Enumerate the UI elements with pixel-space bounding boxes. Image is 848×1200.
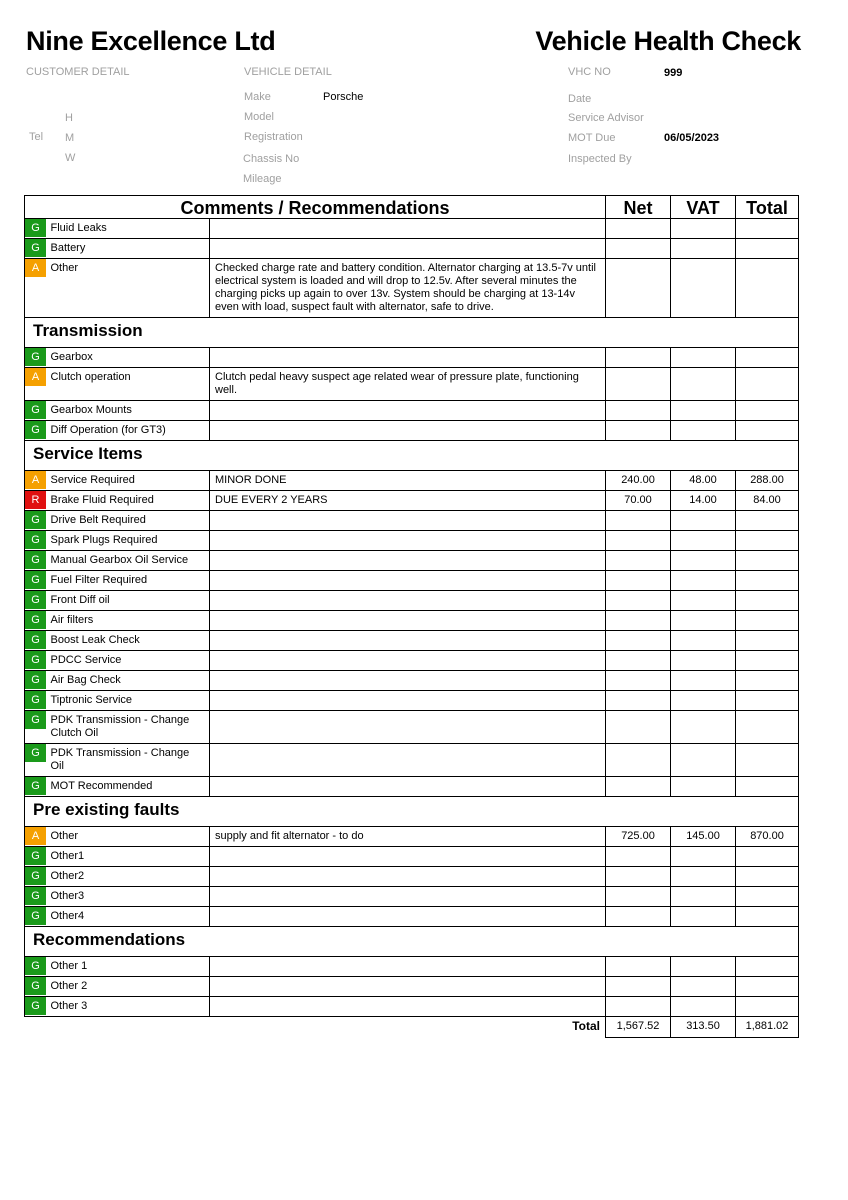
totals-row xyxy=(25,1017,799,1038)
vat-cell xyxy=(671,651,736,671)
status-cell xyxy=(25,591,46,611)
table-row xyxy=(25,421,799,441)
status-cell xyxy=(25,847,46,867)
item-name: Manual Gearbox Oil Service xyxy=(46,551,210,571)
table-row xyxy=(25,827,799,847)
vat-cell xyxy=(671,777,736,797)
total-cell xyxy=(736,867,799,887)
comment-cell: Clutch pedal heavy suspect age related wear of pressure plate, functioning well. xyxy=(210,368,606,401)
item-name: Brake Fluid Required xyxy=(46,491,210,511)
status-cell xyxy=(25,997,46,1017)
vat-header: VAT xyxy=(671,196,736,219)
comment-cell xyxy=(210,977,606,997)
total-cell xyxy=(736,531,799,551)
comment-cell xyxy=(210,847,606,867)
net-cell xyxy=(606,777,671,797)
table-row xyxy=(25,907,799,927)
comment-cell xyxy=(210,651,606,671)
total-cell: 870.00 xyxy=(736,827,799,847)
status-badge: G xyxy=(25,571,46,589)
net-cell xyxy=(606,847,671,867)
table-row xyxy=(25,997,799,1017)
status-badge: A xyxy=(25,471,46,489)
total-header: Total xyxy=(736,196,799,219)
status-cell xyxy=(25,491,46,511)
status-badge: G xyxy=(25,348,46,366)
vat-cell xyxy=(671,401,736,421)
net-cell xyxy=(606,368,671,401)
total-cell xyxy=(736,511,799,531)
status-badge: G xyxy=(25,551,46,569)
total-cell xyxy=(736,401,799,421)
table-row xyxy=(25,744,799,777)
status-cell xyxy=(25,401,46,421)
net-cell xyxy=(606,348,671,368)
status-cell xyxy=(25,551,46,571)
table-row xyxy=(25,219,799,239)
comment-cell: DUE EVERY 2 YEARS xyxy=(210,491,606,511)
net-cell xyxy=(606,239,671,259)
vat-cell: 14.00 xyxy=(671,491,736,511)
item-name: Boost Leak Check xyxy=(46,631,210,651)
comment-cell xyxy=(210,239,606,259)
vat-cell xyxy=(671,744,736,777)
status-badge: G xyxy=(25,401,46,419)
net-cell xyxy=(606,259,671,318)
item-name: MOT Recommended xyxy=(46,777,210,797)
net-cell xyxy=(606,421,671,441)
total-cell xyxy=(736,368,799,401)
status-cell xyxy=(25,259,46,318)
table-row xyxy=(25,671,799,691)
net-cell xyxy=(606,511,671,531)
total-cell xyxy=(736,259,799,318)
item-name: PDK Transmission - Change Oil xyxy=(46,744,210,777)
total-cell xyxy=(736,711,799,744)
comment-cell xyxy=(210,867,606,887)
table-row xyxy=(25,348,799,368)
comment-cell xyxy=(210,997,606,1017)
total-cell xyxy=(736,421,799,441)
vehicle-detail-label: VEHICLE DETAIL xyxy=(244,66,332,78)
total-cell xyxy=(736,691,799,711)
status-cell xyxy=(25,611,46,631)
status-cell xyxy=(25,631,46,651)
vat-cell xyxy=(671,571,736,591)
status-cell xyxy=(25,671,46,691)
model-label: Model xyxy=(244,111,274,123)
total-cell xyxy=(736,977,799,997)
table-row xyxy=(25,401,799,421)
chassis-label: Chassis No xyxy=(243,153,300,165)
registration-label: Registration xyxy=(244,131,303,143)
table-row xyxy=(25,867,799,887)
inspected-by-label: Inspected By xyxy=(568,153,632,165)
status-badge: G xyxy=(25,239,46,257)
total-cell xyxy=(736,847,799,867)
item-name: Other4 xyxy=(46,907,210,927)
status-badge: A xyxy=(25,827,46,845)
net-header: Net xyxy=(606,196,671,219)
total-cell xyxy=(736,348,799,368)
status-badge: G xyxy=(25,997,46,1015)
item-name: Other 3 xyxy=(46,997,210,1017)
comment-cell xyxy=(210,631,606,651)
comment-cell xyxy=(210,551,606,571)
total-cell xyxy=(736,219,799,239)
comment-cell xyxy=(210,611,606,631)
comment-cell: MINOR DONE xyxy=(210,471,606,491)
document-title: Vehicle Health Check xyxy=(535,26,801,56)
status-badge: G xyxy=(25,977,46,995)
table-row xyxy=(25,711,799,744)
vat-cell xyxy=(671,631,736,651)
net-cell xyxy=(606,219,671,239)
vat-cell xyxy=(671,368,736,401)
total-cell xyxy=(736,239,799,259)
comment-cell xyxy=(210,531,606,551)
item-name: Other3 xyxy=(46,887,210,907)
status-cell xyxy=(25,907,46,927)
status-cell xyxy=(25,531,46,551)
table-row xyxy=(25,511,799,531)
status-cell xyxy=(25,471,46,491)
status-cell xyxy=(25,651,46,671)
vat-cell xyxy=(671,239,736,259)
status-cell xyxy=(25,977,46,997)
status-cell xyxy=(25,239,46,259)
item-name: Clutch operation xyxy=(46,368,210,401)
status-cell xyxy=(25,867,46,887)
net-cell xyxy=(606,744,671,777)
mot-due-label: MOT Due xyxy=(568,132,616,144)
status-badge: G xyxy=(25,691,46,709)
table-row xyxy=(25,471,799,491)
status-cell xyxy=(25,777,46,797)
vat-cell xyxy=(671,421,736,441)
net-cell: 240.00 xyxy=(606,471,671,491)
item-name: Service Required xyxy=(46,471,210,491)
item-name: Other1 xyxy=(46,847,210,867)
comments-header: Comments / Recommendations xyxy=(25,196,606,219)
comment-cell xyxy=(210,421,606,441)
status-cell xyxy=(25,511,46,531)
item-name: Spark Plugs Required xyxy=(46,531,210,551)
item-name: Other xyxy=(46,827,210,847)
table-header-row xyxy=(25,196,799,219)
status-badge: G xyxy=(25,219,46,237)
total-cell xyxy=(736,551,799,571)
table-row xyxy=(25,957,799,977)
status-cell xyxy=(25,827,46,847)
table-row xyxy=(25,691,799,711)
net-cell xyxy=(606,651,671,671)
status-cell xyxy=(25,887,46,907)
total-vat: 313.50 xyxy=(671,1017,736,1038)
item-name: Tiptronic Service xyxy=(46,691,210,711)
item-name: Other2 xyxy=(46,867,210,887)
vat-cell xyxy=(671,511,736,531)
table-row xyxy=(25,368,799,401)
section-heading-row xyxy=(25,927,799,957)
table-row xyxy=(25,491,799,511)
net-cell xyxy=(606,591,671,611)
item-name: Other 1 xyxy=(46,957,210,977)
table-row xyxy=(25,847,799,867)
comment-cell xyxy=(210,711,606,744)
item-name: Air filters xyxy=(46,611,210,631)
service-advisor-label: Service Advisor xyxy=(568,112,644,124)
section-title: Pre existing faults xyxy=(25,797,799,827)
net-cell xyxy=(606,711,671,744)
total-cell xyxy=(736,571,799,591)
net-cell xyxy=(606,997,671,1017)
vat-cell: 145.00 xyxy=(671,827,736,847)
net-cell xyxy=(606,671,671,691)
table-row xyxy=(25,977,799,997)
item-name: Diff Operation (for GT3) xyxy=(46,421,210,441)
table-row xyxy=(25,531,799,551)
status-cell xyxy=(25,368,46,401)
net-cell xyxy=(606,977,671,997)
status-badge: A xyxy=(25,259,46,277)
item-name: Battery xyxy=(46,239,210,259)
status-badge: G xyxy=(25,421,46,439)
comment-cell xyxy=(210,401,606,421)
item-name: Fluid Leaks xyxy=(46,219,210,239)
comment-cell xyxy=(210,907,606,927)
comment-cell xyxy=(210,219,606,239)
comment-cell xyxy=(210,591,606,611)
section-heading-row xyxy=(25,441,799,471)
section-heading-row xyxy=(25,318,799,348)
total-cell xyxy=(736,957,799,977)
comment-cell xyxy=(210,511,606,531)
make-label: Make xyxy=(244,91,271,103)
total-cell xyxy=(736,887,799,907)
net-cell xyxy=(606,957,671,977)
status-badge: G xyxy=(25,631,46,649)
status-cell xyxy=(25,957,46,977)
tel-m-label: M xyxy=(65,132,75,144)
status-badge: G xyxy=(25,511,46,529)
item-name: Drive Belt Required xyxy=(46,511,210,531)
status-badge: G xyxy=(25,887,46,905)
vat-cell xyxy=(671,691,736,711)
date-label: Date xyxy=(568,93,592,105)
table-row xyxy=(25,651,799,671)
net-cell: 725.00 xyxy=(606,827,671,847)
comment-cell xyxy=(210,571,606,591)
status-badge: G xyxy=(25,651,46,669)
comment-cell xyxy=(210,777,606,797)
status-cell xyxy=(25,744,46,777)
vat-cell xyxy=(671,997,736,1017)
total-cell xyxy=(736,591,799,611)
comment-cell xyxy=(210,671,606,691)
vat-cell xyxy=(671,711,736,744)
vat-cell xyxy=(671,847,736,867)
status-badge: G xyxy=(25,611,46,629)
status-cell xyxy=(25,421,46,441)
net-cell xyxy=(606,611,671,631)
comment-cell: supply and fit alternator - to do xyxy=(210,827,606,847)
net-cell xyxy=(606,887,671,907)
total-cell xyxy=(736,907,799,927)
total-cell: 84.00 xyxy=(736,491,799,511)
status-badge: G xyxy=(25,957,46,975)
net-cell xyxy=(606,907,671,927)
vat-cell xyxy=(671,611,736,631)
table-row xyxy=(25,239,799,259)
vat-cell: 48.00 xyxy=(671,471,736,491)
vat-cell xyxy=(671,531,736,551)
tel-label: Tel xyxy=(29,131,44,143)
status-badge: G xyxy=(25,777,46,795)
table-row xyxy=(25,887,799,907)
vat-cell xyxy=(671,551,736,571)
vat-cell xyxy=(671,591,736,611)
comment-cell xyxy=(210,744,606,777)
item-name: Other 2 xyxy=(46,977,210,997)
total-cell xyxy=(736,671,799,691)
status-cell xyxy=(25,571,46,591)
table-row xyxy=(25,611,799,631)
table-row xyxy=(25,259,799,318)
vat-cell xyxy=(671,907,736,927)
item-name: Air Bag Check xyxy=(46,671,210,691)
comment-cell xyxy=(210,348,606,368)
item-name: PDCC Service xyxy=(46,651,210,671)
total-cell xyxy=(736,777,799,797)
mileage-label: Mileage xyxy=(243,173,282,185)
total-cell xyxy=(736,611,799,631)
customer-detail-label: CUSTOMER DETAIL xyxy=(26,66,130,78)
net-cell xyxy=(606,531,671,551)
item-name: Gearbox Mounts xyxy=(46,401,210,421)
table-row xyxy=(25,591,799,611)
status-badge: G xyxy=(25,671,46,689)
vat-cell xyxy=(671,259,736,318)
status-badge: G xyxy=(25,907,46,925)
health-check-table xyxy=(24,195,799,1038)
status-badge: G xyxy=(25,711,46,729)
section-title: Recommendations xyxy=(25,927,799,957)
section-title: Service Items xyxy=(25,441,799,471)
mot-due-value: 06/05/2023 xyxy=(664,132,720,144)
net-cell xyxy=(606,631,671,651)
vat-cell xyxy=(671,671,736,691)
total-net: 1,567.52 xyxy=(606,1017,671,1038)
item-name: PDK Transmission - Change Clutch Oil xyxy=(46,711,210,744)
totals-label: Total xyxy=(572,1019,601,1033)
status-badge: G xyxy=(25,591,46,609)
status-cell xyxy=(25,691,46,711)
vat-cell xyxy=(671,887,736,907)
comment-cell xyxy=(210,887,606,907)
total-cell xyxy=(736,744,799,777)
table-row xyxy=(25,631,799,651)
net-cell xyxy=(606,691,671,711)
status-cell xyxy=(25,711,46,744)
vat-cell xyxy=(671,867,736,887)
net-cell xyxy=(606,867,671,887)
status-badge: G xyxy=(25,531,46,549)
status-badge: G xyxy=(25,847,46,865)
total-cell xyxy=(736,631,799,651)
status-badge: A xyxy=(25,368,46,386)
total-cell: 288.00 xyxy=(736,471,799,491)
vhc-no-value: 999 xyxy=(664,67,683,79)
net-cell xyxy=(606,401,671,421)
total-cell xyxy=(736,997,799,1017)
net-cell xyxy=(606,551,671,571)
comment-cell: Checked charge rate and battery condition. Alternator charging at 13.5-7v until electrical system is loaded and will drop to 12.5v. After several minutes the charging picks up again to over 13v. System should be charging at 13-14v even with load, suspect fault with alternator, safe to drive. xyxy=(210,259,606,318)
section-title: Transmission xyxy=(25,318,799,348)
item-name: Fuel Filter Required xyxy=(46,571,210,591)
grand-total: 1,881.02 xyxy=(736,1017,799,1038)
vat-cell xyxy=(671,977,736,997)
tel-w-label: W xyxy=(65,152,76,164)
net-cell xyxy=(606,571,671,591)
item-name: Other xyxy=(46,259,210,318)
item-name: Gearbox xyxy=(46,348,210,368)
vat-cell xyxy=(671,348,736,368)
make-value: Porsche xyxy=(323,91,364,103)
vhc-no-label: VHC NO xyxy=(568,66,611,78)
status-cell xyxy=(25,348,46,368)
comment-cell xyxy=(210,957,606,977)
section-heading-row xyxy=(25,797,799,827)
company-name: Nine Excellence Ltd xyxy=(26,26,276,56)
table-row xyxy=(25,551,799,571)
status-badge: G xyxy=(25,867,46,885)
total-cell xyxy=(736,651,799,671)
status-badge: G xyxy=(25,744,46,762)
table-row xyxy=(25,571,799,591)
net-cell: 70.00 xyxy=(606,491,671,511)
status-cell xyxy=(25,219,46,239)
tel-h-label: H xyxy=(65,112,73,124)
vat-cell xyxy=(671,957,736,977)
status-badge: R xyxy=(25,491,46,509)
comment-cell xyxy=(210,691,606,711)
item-name: Front Diff oil xyxy=(46,591,210,611)
vat-cell xyxy=(671,219,736,239)
table-row xyxy=(25,777,799,797)
